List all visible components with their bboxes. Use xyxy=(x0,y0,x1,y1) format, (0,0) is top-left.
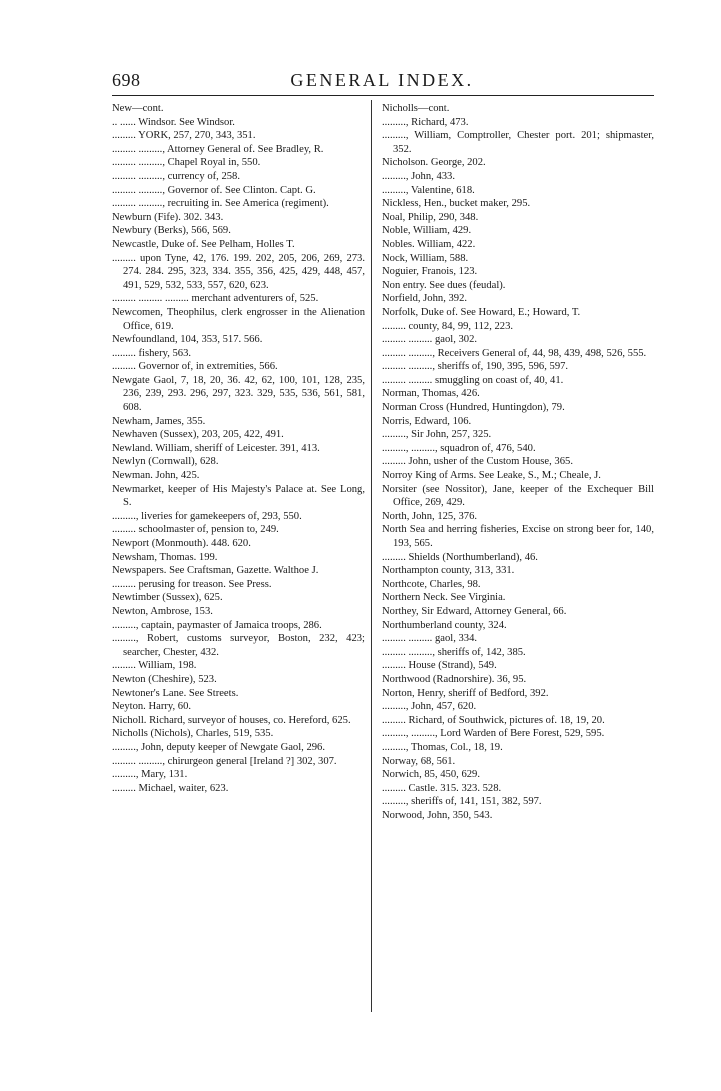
index-entry: Noble, William, 429. xyxy=(382,225,472,237)
index-entry: ......... ........., Attorney General of. See Bradley, R. xyxy=(112,143,324,155)
index-entry: Nicholls—cont. xyxy=(382,103,450,114)
index-entry: ......... upon Tyne, 42, 176. 199. 202, 205, 206, 269, 273. 274. 284. 295, 323, 334. 355, 356, 425, 429, 448, 457, 491, 529, 532, 533, 557, 620, 623. xyxy=(112,252,365,291)
index-entry: Newtimber (Sussex), 625. xyxy=(112,592,223,604)
index-entry: ........., captain, paymaster of Jamaica troops, 286. xyxy=(112,619,322,631)
index-entry: .. ...... Windsor. See Windsor. xyxy=(112,116,235,128)
index-entry: ......... ......... smuggling on coast of, 40, 41. xyxy=(382,374,564,386)
index-entry: Norton, Henry, sheriff of Bedford, 392. xyxy=(382,687,549,699)
index-entry: ......... John, usher of the Custom House, 365. xyxy=(382,456,573,468)
index-entry: ........., ........., Lord Warden of Bere Forest, 529, 595. xyxy=(382,728,605,740)
index-entry: ......... William, 198. xyxy=(112,660,197,672)
index-entry: Northern Neck. See Virginia. xyxy=(382,592,506,604)
index-entry: ......... Michael, waiter, 623. xyxy=(112,782,229,794)
index-entry: ........., John, 433. xyxy=(382,170,455,182)
index-entry: Newfoundland, 104, 353, 517. 566. xyxy=(112,334,263,346)
index-entry: Newcastle, Duke of. See Pelham, Holles T. xyxy=(112,238,295,250)
index-entry: Norman Cross (Hundred, Huntingdon), 79. xyxy=(382,402,565,414)
index-entry: ........., William, Comptroller, Chester port. 201; shipmaster, 352. xyxy=(382,130,654,155)
index-entry: Noal, Philip, 290, 348. xyxy=(382,211,479,223)
index-entry: ......... YORK, 257, 270, 343, 351. xyxy=(112,130,256,142)
index-entry: Northampton county, 313, 331. xyxy=(382,565,515,577)
page-title: GENERAL INDEX. xyxy=(290,70,474,90)
index-entry: ......... ......... gaol, 334. xyxy=(382,633,478,645)
index-entry: Newtoner's Lane. See Streets. xyxy=(112,687,239,699)
index-entry: ........., Mary, 131. xyxy=(112,769,188,781)
index-entry: Northcote, Charles, 98. xyxy=(382,578,481,590)
index-entry: ......... ........., sheriffs of, 190, 395, 596, 597. xyxy=(382,361,569,373)
index-entry: ........., John, deputy keeper of Newgate Gaol, 296. xyxy=(112,741,325,753)
index-entry: ........., sheriffs of, 141, 151, 382, 597. xyxy=(382,796,542,808)
index-entry: Nock, William, 588. xyxy=(382,252,469,264)
index-entry: ......... Castle. 315. 323. 528. xyxy=(382,782,502,794)
index-entry: Newcomen, Theophilus, clerk engrosser in the Alienation Office, 619. xyxy=(112,306,365,332)
index-entry: Neyton. Harry, 60. xyxy=(112,701,192,713)
index-entry: ......... ........., Governor of. See Clinton. Capt. G. xyxy=(112,184,316,196)
index-entry: Norris, Edward, 106. xyxy=(382,415,472,427)
page-header xyxy=(112,70,652,94)
index-entry: Northey, Sir Edward, Attorney General, 66. xyxy=(382,605,567,617)
index-entry: Newgate Gaol, 7, 18, 20, 36. 42, 62, 100, 101, 128, 235, 236, 239, 293. 296, 297, 323. 329, 535, 536, 561, 581, 608. xyxy=(112,374,365,414)
index-entry: Norfolk, Duke of. See Howard, E.; Howard, T. xyxy=(382,306,581,318)
index-entry: North, John, 125, 376. xyxy=(382,510,478,522)
index-entry: Nobles. William, 422. xyxy=(382,238,476,250)
index-entry: Norroy King of Arms. See Leake, S., M.; Cheale, J. xyxy=(382,470,601,482)
index-column-right xyxy=(382,102,654,822)
index-entry: ........., Robert, customs surveyor, Boston, 232, 423; searcher, Chester, 432. xyxy=(112,633,365,658)
index-entry: ........., Richard, 473. xyxy=(382,116,469,128)
index-entry: ........., Sir John, 257, 325. xyxy=(382,429,492,441)
index-column-left xyxy=(112,102,365,795)
index-entry: Newland. William, sheriff of Leicester. 391, 413. xyxy=(112,442,320,454)
index-entry: ........., Thomas, Col., 18, 19. xyxy=(382,741,503,753)
index-entry: Newmarket, keeper of His Majesty's Palace at. See Long, S. xyxy=(112,483,365,509)
page-number: 698 xyxy=(112,70,141,90)
index-entry: ......... ......... gaol, 302. xyxy=(382,334,478,346)
index-entry: Newsham, Thomas. 199. xyxy=(112,551,218,563)
header-rule xyxy=(112,95,654,96)
index-entry: Norway, 68, 561. xyxy=(382,755,456,767)
index-entry: Newbury (Berks), 566, 569. xyxy=(112,225,231,237)
index-entry: Norwood, John, 350, 543. xyxy=(382,809,493,821)
column-divider xyxy=(371,100,372,1012)
index-entry: ......... ......... ......... merchant adventurers of, 525. xyxy=(112,293,319,305)
index-entry: Northumberland county, 324. xyxy=(382,619,507,631)
index-entry: Newlyn (Cornwall), 628. xyxy=(112,456,219,468)
index-entry: ......... perusing for treason. See Press. xyxy=(112,578,272,590)
index-entry: Northwood (Radnorshire). 36, 95. xyxy=(382,673,527,685)
index-entry: Newton (Cheshire), 523. xyxy=(112,673,217,685)
index-entry: ......... ........., Chapel Royal in, 550. xyxy=(112,157,261,169)
index-entry: ......... House (Strand), 549. xyxy=(382,660,497,672)
index-entry: Norwich, 85, 450, 629. xyxy=(382,769,480,781)
index-entry: Newport (Monmouth). 448. 620. xyxy=(112,538,251,549)
index-entry: Noguier, Franois, 123. xyxy=(382,266,478,278)
index-entry: Nicholls (Nichols), Charles, 519, 535. xyxy=(112,728,274,740)
index-entry: ........., Valentine, 618. xyxy=(382,184,475,196)
index-entry: Nicholl. Richard, surveyor of houses, co. Hereford, 625. xyxy=(112,714,351,726)
index-entry: ........., ........., squadron of, 476, 540. xyxy=(382,442,536,454)
index-entry: Newton, Ambrose, 153. xyxy=(112,605,213,617)
index-entry: ......... Governor of, in extremities, 566. xyxy=(112,361,278,373)
index-entry: ......... ........., currency of, 258. xyxy=(112,170,240,182)
index-entry: ........., liveries for gamekeepers of, 293, 550. xyxy=(112,510,302,522)
index-entry: New—cont. xyxy=(112,103,164,114)
index-entry: Newhaven (Sussex), 203, 205, 422, 491. xyxy=(112,429,284,441)
index-entry: ......... schoolmaster of, pension to, 249. xyxy=(112,524,279,536)
index-entry: Norsiter (see Nossitor), Jane, keeper of the Exchequer Bill Office, 269, 429. xyxy=(382,483,654,509)
index-entry: Non entry. See dues (feudal). xyxy=(382,279,506,291)
index-entry: Norman, Thomas, 426. xyxy=(382,388,480,400)
index-entry: Newham, James, 355. xyxy=(112,415,206,427)
index-entry: Nickless, Hen., bucket maker, 295. xyxy=(382,198,531,210)
index-entry: ......... ........., recruiting in. See America (regiment). xyxy=(112,198,329,210)
index-entry: North Sea and herring fisheries, Excise on strong beer for, 140, 193, 565. xyxy=(382,524,654,549)
index-entry: ........., John, 457, 620. xyxy=(382,701,477,713)
index-entry: Newburn (Fife). 302. 343. xyxy=(112,211,224,223)
index-entry: Newman. John, 425. xyxy=(112,470,200,482)
index-entry: ......... Richard, of Southwick, pictures of. 18, 19, 20. xyxy=(382,714,605,726)
index-entry: Nicholson. George, 202. xyxy=(382,157,486,169)
index-entry: ......... ........., sheriffs of, 142, 385. xyxy=(382,646,526,658)
index-entry: ......... ........., chirurgeon general [Ireland ?] 302, 307. xyxy=(112,755,337,767)
index-entry: ......... county, 84, 99, 112, 223. xyxy=(382,320,514,332)
index-entry: Norfield, John, 392. xyxy=(382,293,468,305)
index-entry: ......... Shields (Northumberland), 46. xyxy=(382,551,538,563)
index-entry: ......... ........., Receivers General of, 44, 98, 439, 498, 526, 555. xyxy=(382,347,647,359)
index-entry: Newspapers. See Craftsman, Gazette. Walthoe J. xyxy=(112,565,319,577)
index-entry: ......... fishery, 563. xyxy=(112,347,192,359)
